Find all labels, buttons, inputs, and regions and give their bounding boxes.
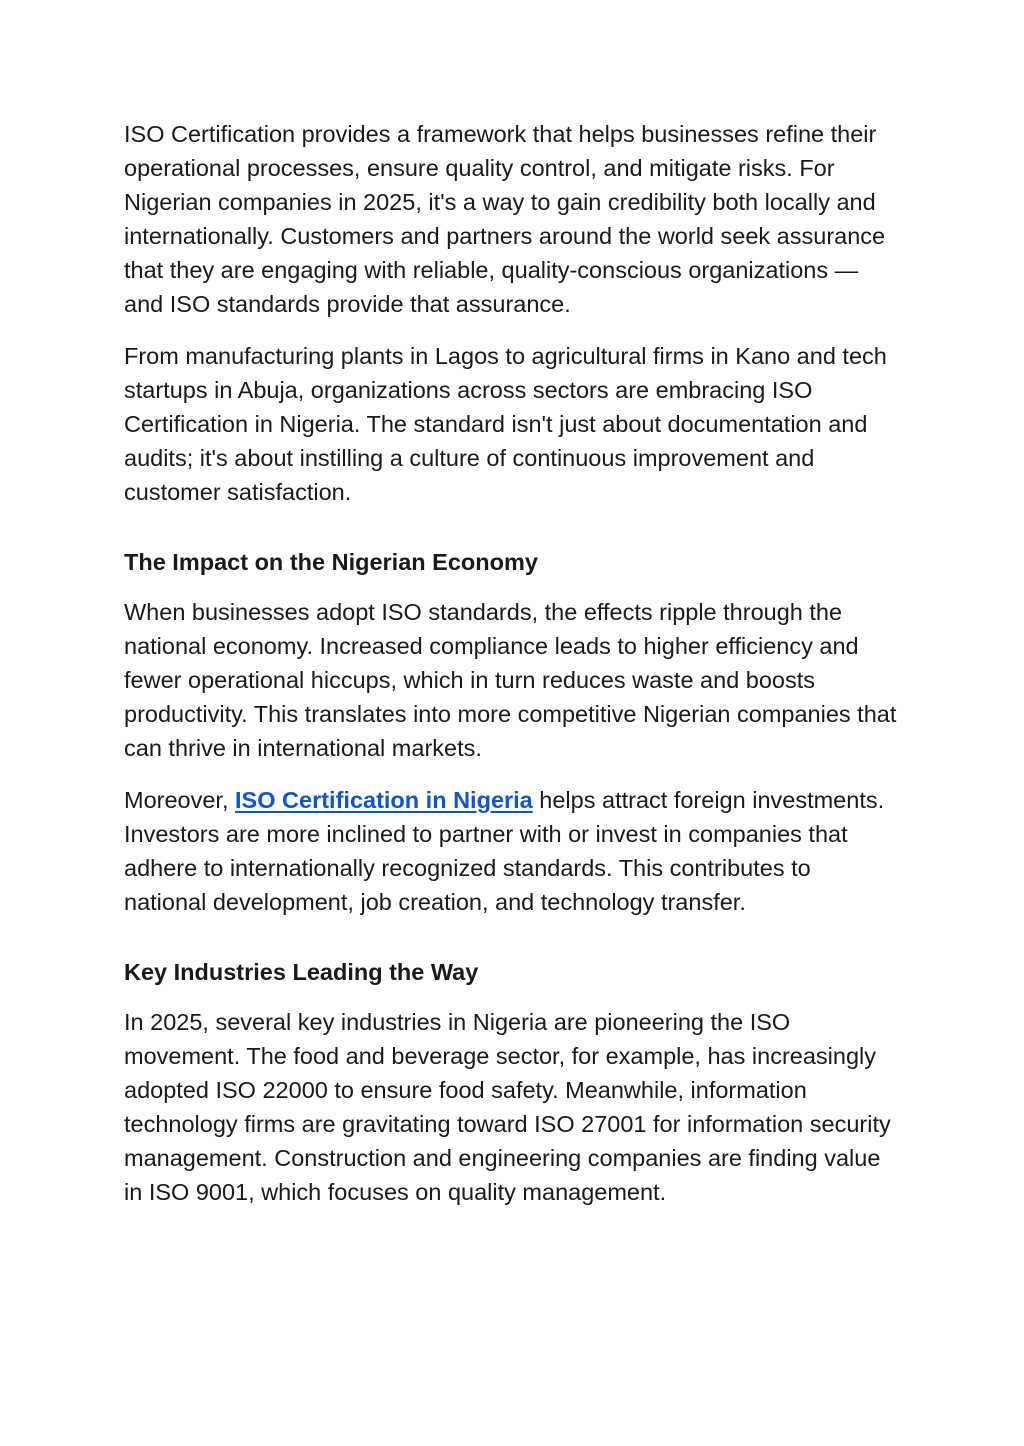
heading-key-industries: Key Industries Leading the Way	[124, 959, 479, 985]
paragraph-industries: In 2025, several key industries in Nigeria are pioneering the ISO movement. The food and beverage sector, for example, has increasingly adopted ISO 22000 to ensure food safety. Meanwhile, information technology firms are gravitating toward ISO 27001 for information security management. Construction and engineering companies are finding value in ISO 9001, which focuses on quality management.	[124, 1009, 891, 1205]
iso-certification-link[interactable]: ISO Certification in Nigeria	[235, 787, 533, 813]
paragraph-investments-rest: helps attract foreign investments. Investors are more inclined to partner with or invest in companies that adhere to internationally recognized standards. This contributes to national development, job creation, and technology transfer.	[124, 787, 885, 915]
document-page	[124, 117, 899, 1227]
paragraph-economy: When businesses adopt ISO standards, the effects ripple through the national economy. Increased compliance leads to higher efficiency and fewer operational hiccups, which in turn reduces waste and boosts productivity. This translates into more competitive Nigerian companies that can thrive in international markets.	[124, 599, 897, 761]
paragraph-sectors: From manufacturing plants in Lagos to agricultural firms in Kano and tech startups in Abuja, organizations across sectors are embracing ISO Certification in Nigeria. The standard isn't just about documentation and audits; it's about instilling a culture of continuous improvement and customer satisfaction.	[124, 343, 887, 505]
heading-economy-impact: The Impact on the Nigerian Economy	[124, 549, 538, 575]
paragraph-intro: ISO Certification provides a framework that helps businesses refine their operational processes, ensure quality control, and mitigate risks. For Nigerian companies in 2025, it's a way to gain credibility both locally and internationally. Customers and partners around the world seek assurance that they are engaging with reliable, quality-conscious organizations — and ISO standards provide that assurance.	[124, 121, 886, 317]
paragraph-investments	[124, 783, 899, 919]
paragraph-investments-lead: Moreover,	[124, 787, 236, 813]
